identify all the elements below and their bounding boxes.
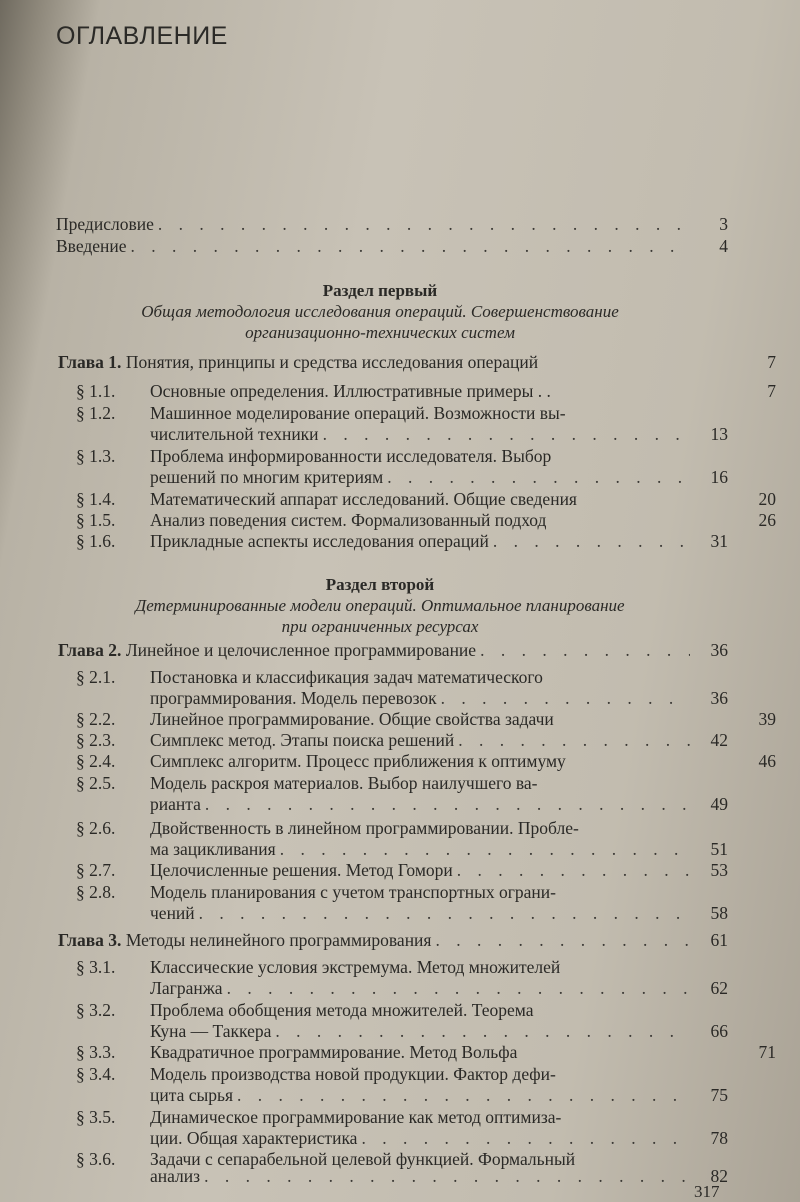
toc-section-cont: программирования. Модель перевозок . . . 36 — [150, 688, 728, 709]
toc-section: § 1.1. Основные определения. Иллюстративные примеры . . — [76, 381, 551, 401]
part-title: при ограниченных ресурсах — [281, 617, 479, 636]
toc-section-cont: ции. Общая характеристика . . . 78 — [150, 1128, 728, 1149]
toc-section-cont: рианта . . . 49 — [150, 794, 728, 815]
page-ref: 46 — [758, 751, 776, 771]
toc-section-cont: цита сырья . . . 75 — [150, 1085, 728, 1106]
toc-entry-preface: Предисловие . . . 3 — [56, 214, 728, 235]
toc-section-cont: Куна — Таккера . . . 66 — [150, 1021, 728, 1042]
toc-section-cont: числительной техники . . . 13 — [150, 424, 728, 445]
toc-section: § 2.5. Модель раскроя материалов. Выбор наилучшего ва- — [76, 773, 538, 793]
toc-section: § 2.4. Симплекс алгоритм. Процесс приближения к оптимуму — [76, 751, 566, 771]
toc-section: § 2.7. Целочисленные решения. Метод Гомори . . . 53 — [76, 860, 728, 881]
page-ref: 7 — [767, 381, 776, 401]
toc-section: § 3.2. Проблема обобщения метода множителей. Теорема — [76, 1000, 534, 1020]
chapter-heading: Глава 1. Понятия, принципы и средства исследования операций — [58, 352, 539, 372]
toc-section: § 2.6. Двойственность в линейном программировании. Пробле- — [76, 818, 579, 838]
toc-entry-introduction: Введение . . . 4 — [56, 236, 728, 257]
chapter-heading: Глава 2. Линейное и целочисленное программирование . . . 36 — [58, 640, 728, 661]
toc-section-cont: решений по многим критериям . . . 16 — [150, 467, 728, 488]
toc-section: § 1.4. Математический аппарат исследований. Общие сведения — [76, 489, 577, 509]
page-ref: 7 — [767, 352, 776, 372]
toc-section: § 2.8. Модель планирования с учетом транспортных ограни- — [76, 882, 556, 902]
part-title: Общая методология исследования операций. Совершенствование — [141, 302, 619, 321]
toc-section: § 3.4. Модель производства новой продукции. Фактор дефи- — [76, 1064, 556, 1084]
page-number: 317 — [694, 1182, 720, 1201]
toc-section: § 1.6. Прикладные аспекты исследования операций . . . 31 — [76, 531, 728, 552]
toc-section: § 3.3. Квадратичное программирование. Метод Вольфа — [76, 1042, 518, 1062]
page-ref: 26 — [758, 510, 776, 530]
part-title: организационно-технических систем — [245, 323, 515, 342]
toc-section: § 3.5. Динамическое программирование как метод оптимиза- — [76, 1107, 562, 1127]
page-ref: 39 — [758, 709, 776, 729]
page-title: ОГЛАВЛЕНИЕ — [56, 22, 228, 50]
toc-section-cont: чений . . . 58 — [150, 903, 728, 924]
toc-section: § 2.1. Постановка и классификация задач математического — [76, 667, 543, 687]
toc-section: § 2.3. Симплекс метод. Этапы поиска решений . . . 42 — [76, 730, 728, 751]
chapter-heading: Глава 3. Методы нелинейного программирования . . . 61 — [58, 930, 728, 951]
toc-section: § 1.2. Машинное моделирование операций. Возможности вы- — [76, 403, 566, 423]
part-title: Детерминированные модели операций. Оптимальное планирование — [135, 596, 625, 615]
toc-section-cont: анализ . . . 82 — [150, 1166, 728, 1187]
toc-section-cont: ма зацикливания . . . 51 — [150, 839, 728, 860]
toc-section-cont: Лагранжа . . . 62 — [150, 978, 728, 999]
page-ref: 20 — [758, 489, 776, 509]
toc-section: § 2.2. Линейное программирование. Общие свойства задачи — [76, 709, 554, 729]
part-heading: Раздел второй — [325, 575, 435, 594]
toc-section: § 3.6. Задачи с сепарабельной целевой функцией. Формальный — [76, 1149, 576, 1169]
part-heading: Раздел первый — [322, 281, 438, 300]
toc-section: § 1.3. Проблема информированности исследователя. Выбор — [76, 446, 552, 466]
page-ref: 71 — [758, 1042, 776, 1062]
toc-section: § 1.5. Анализ поведения систем. Формализованный подход — [76, 510, 547, 530]
toc-section: § 3.1. Классические условия экстремума. Метод множителей — [76, 957, 561, 977]
